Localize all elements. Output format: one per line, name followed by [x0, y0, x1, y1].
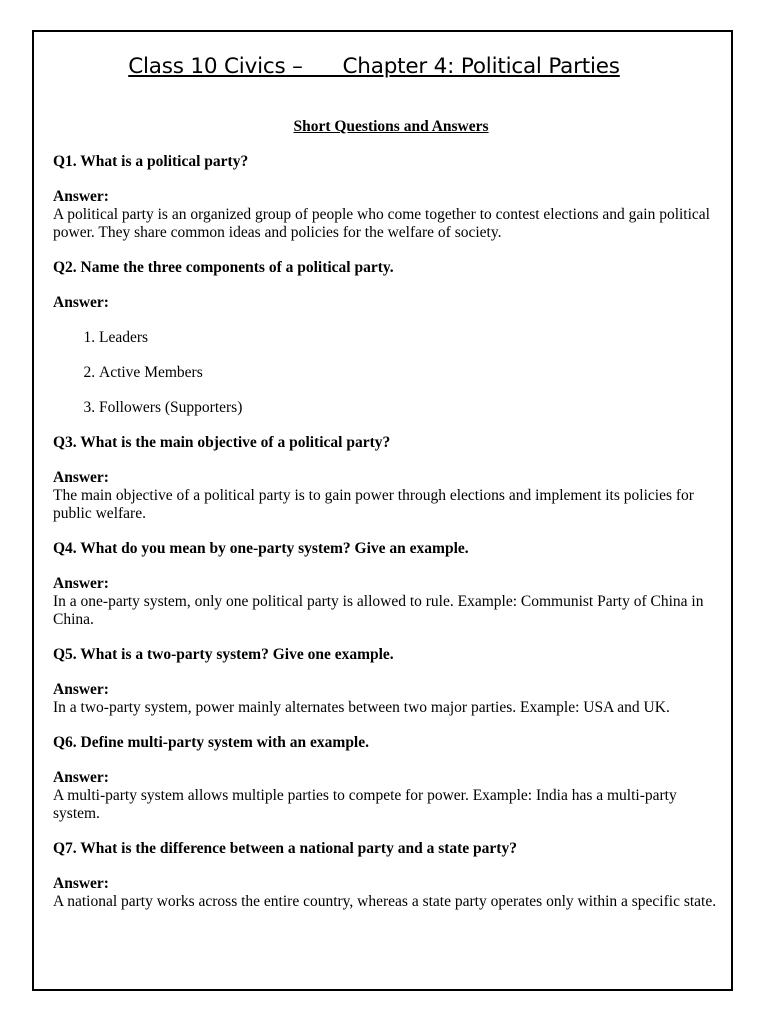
question-1: Q1. What is a political party?	[53, 153, 249, 170]
document-title: Class 10 Civics – Chapter 4: Political Parties	[128, 54, 620, 79]
answer-text-4: In a one-party system, only one political party is allowed to rule. Example: Communist Party of China in China.	[53, 593, 704, 628]
answer-text-6: A multi-party system allows multiple parties to compete for power. Example: India has a multi-party system.	[53, 787, 677, 822]
question-4: Q4. What do you mean by one-party system? Give an example.	[53, 540, 469, 557]
list-item: 3. Followers (Supporters)	[99, 399, 718, 417]
document-page	[32, 30, 733, 991]
document-content	[53, 118, 718, 928]
answer-text-3: The main objective of a political party is to gain power through elections and implement its policies for public welfare.	[53, 487, 694, 522]
question-7: Q7. What is the difference between a national party and a state party?	[53, 840, 517, 857]
answer-label-3: Answer:	[53, 469, 109, 486]
answer-label-7: Answer:	[53, 875, 109, 892]
answer-label-5: Answer:	[53, 681, 109, 698]
section-subtitle: Short Questions and Answers	[293, 118, 489, 135]
question-2: Q2. Name the three components of a political party.	[53, 259, 394, 276]
answer-label-4: Answer:	[53, 575, 109, 592]
answer-label-6: Answer:	[53, 769, 109, 786]
question-6: Q6. Define multi-party system with an example.	[53, 734, 369, 751]
answer-label-1: Answer:	[53, 188, 109, 205]
list-item: 1. Leaders	[99, 329, 718, 347]
list-item: 2. Active Members	[99, 364, 718, 382]
answer-text-1: A political party is an organized group of people who come together to contest elections and gain political power. They share common ideas and policies for the welfare of society.	[53, 206, 710, 241]
answer-text-5: In a two-party system, power mainly alternates between two major parties. Example: USA and UK.	[53, 699, 670, 716]
question-3: Q3. What is the main objective of a political party?	[53, 434, 391, 451]
question-5: Q5. What is a two-party system? Give one example.	[53, 646, 394, 663]
answer-text-7: A national party works across the entire country, whereas a state party operates only within a specific state.	[53, 893, 717, 910]
components-list	[53, 329, 718, 417]
answer-label-2: Answer:	[53, 294, 109, 311]
